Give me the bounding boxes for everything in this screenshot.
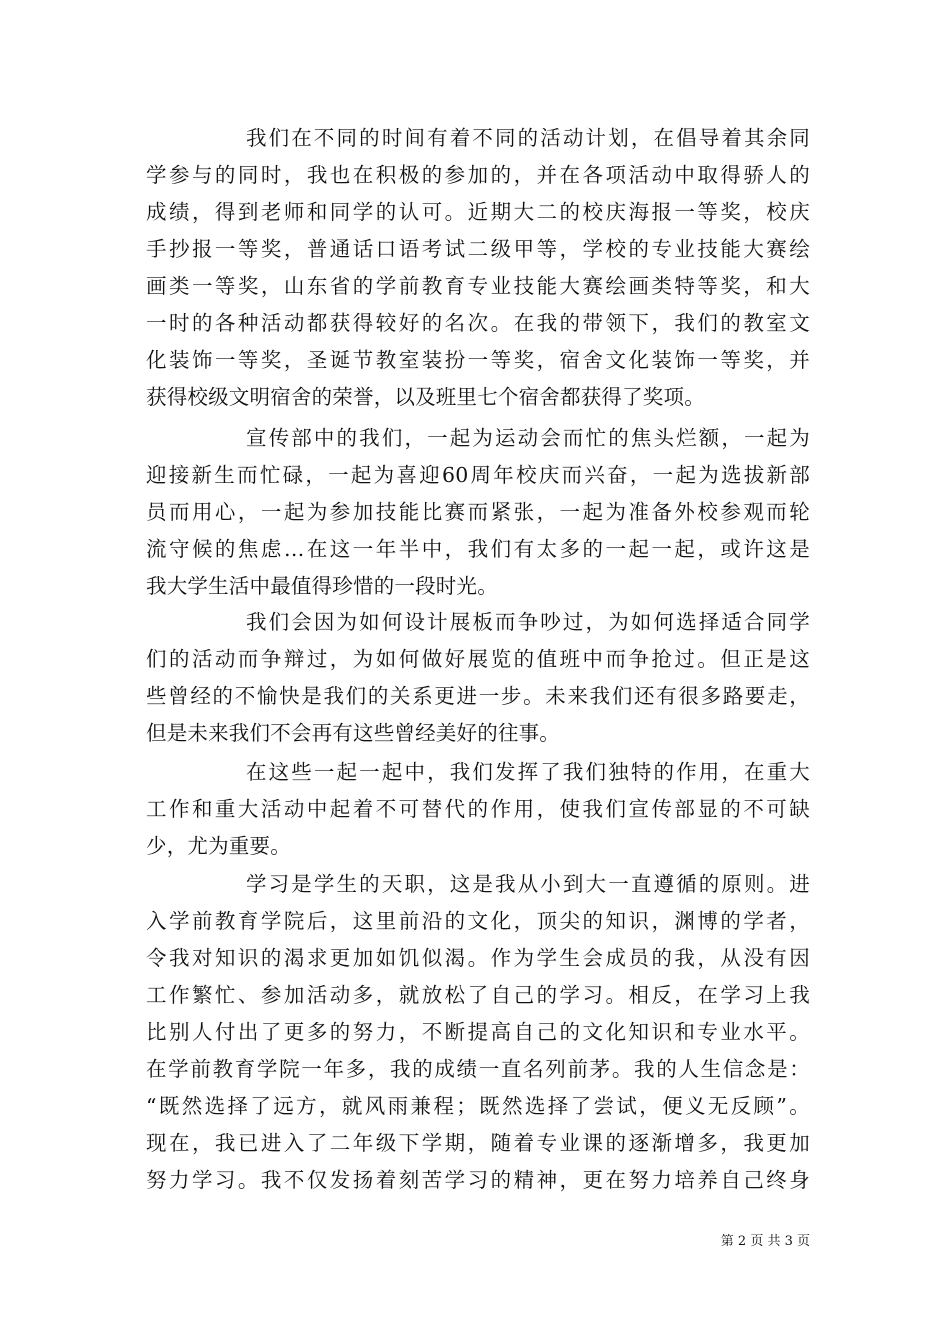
paragraph-2-line-2: 迎接新生而忙碌，一起为喜迎60周年校庆而兴奋，一起为选拔新部 xyxy=(146,463,810,487)
paragraph-3-line-1: 我们会因为如何设计展板而争吵过，为如何选择适合同学 xyxy=(246,610,810,634)
paragraph-2-line-5: 我大学生活中最值得珍惜的一段时光。 xyxy=(146,574,498,598)
paragraph-4-line-1: 在这些一起一起中，我们发挥了我们独特的作用，在重大 xyxy=(246,760,810,784)
paragraph-1-line-6: 一时的各种活动都获得较好的名次。在我的带领下，我们的教室文 xyxy=(146,311,810,335)
paragraph-5-line-6: 在学前教育学院一年多，我的成绩一直名列前茅。我的人生信念是： xyxy=(146,1057,810,1081)
paragraph-3-line-2: 们的活动而争辩过，为如何做好展览的值班中而争抢过。但正是这 xyxy=(146,647,810,671)
paragraph-4-line-3: 少，尤为重要。 xyxy=(146,834,291,858)
paragraph-5-line-2: 入学前教育学院后，这里前沿的文化，顶尖的知识，渊博的学者， xyxy=(146,909,810,933)
paragraph-3-line-3: 些曾经的不愉快是我们的关系更进一步。未来我们还有很多路要走， xyxy=(146,684,810,708)
paragraph-1-line-7: 化装饰一等奖，圣诞节教室装扮一等奖，宿舍文化装饰一等奖，并 xyxy=(146,348,810,372)
paragraph-1-line-5: 画类一等奖，山东省的学前教育专业技能大赛绘画类特等奖，和大 xyxy=(146,274,810,298)
paragraph-1-line-8: 获得校级文明宿舍的荣誉，以及班里七个宿舍都获得了奖项。 xyxy=(146,385,705,409)
paragraph-1-line-2: 学参与的同时，我也在积极的参加的，并在各项活动中取得骄人的 xyxy=(146,163,810,187)
paragraph-1-line-3: 成绩，得到老师和同学的认可。近期大二的校庆海报一等奖，校庆 xyxy=(146,200,810,224)
paragraph-5-line-4: 工作繁忙、参加活动多，就放松了自己的学习。相反，在学习上我 xyxy=(146,983,810,1007)
paragraph-5-line-7: “既然选择了远方，就风雨兼程；既然选择了尝试，便义无反顾”。 xyxy=(146,1094,810,1118)
paragraph-5-line-5: 比别人付出了更多的努力，不断提高自己的文化知识和专业水平。 xyxy=(146,1020,810,1044)
page-number: 第 2 页 共 3 页 xyxy=(720,1234,810,1249)
paragraph-2-line-4: 流守候的焦虑…在这一年半中，我们有太多的一起一起，或许这是 xyxy=(146,537,810,561)
paragraph-5-line-1: 学习是学生的天职，这是我从小到大一直遵循的原则。进 xyxy=(246,872,810,896)
paragraph-4-line-2: 工作和重大活动中起着不可替代的作用，使我们宣传部显的不可缺 xyxy=(146,797,810,821)
paragraph-5-line-3: 令我对知识的渴求更加如饥似渴。作为学生会成员的我，从没有因 xyxy=(146,946,810,970)
paragraph-3-line-4: 但是未来我们不会再有这些曾经美好的往事。 xyxy=(146,721,560,745)
paragraph-2-line-1: 宣传部中的我们，一起为运动会而忙的焦头烂额，一起为 xyxy=(246,426,810,450)
paragraph-1-line-1: 我们在不同的时间有着不同的活动计划，在倡导着其余同 xyxy=(246,126,810,150)
paragraph-1-line-4: 手抄报一等奖，普通话口语考试二级甲等，学校的专业技能大赛绘 xyxy=(146,237,810,261)
paragraph-2-line-3: 员而用心，一起为参加技能比赛而紧张，一起为准备外校参观而轮 xyxy=(146,500,810,524)
paragraph-5-line-8: 现在，我已进入了二年级下学期，随着专业课的逐渐增多，我更加 xyxy=(146,1131,810,1155)
paragraph-5-line-9: 努力学习。我不仅发扬着刻苦学习的精神，更在努力培养自己终身 xyxy=(146,1168,810,1192)
